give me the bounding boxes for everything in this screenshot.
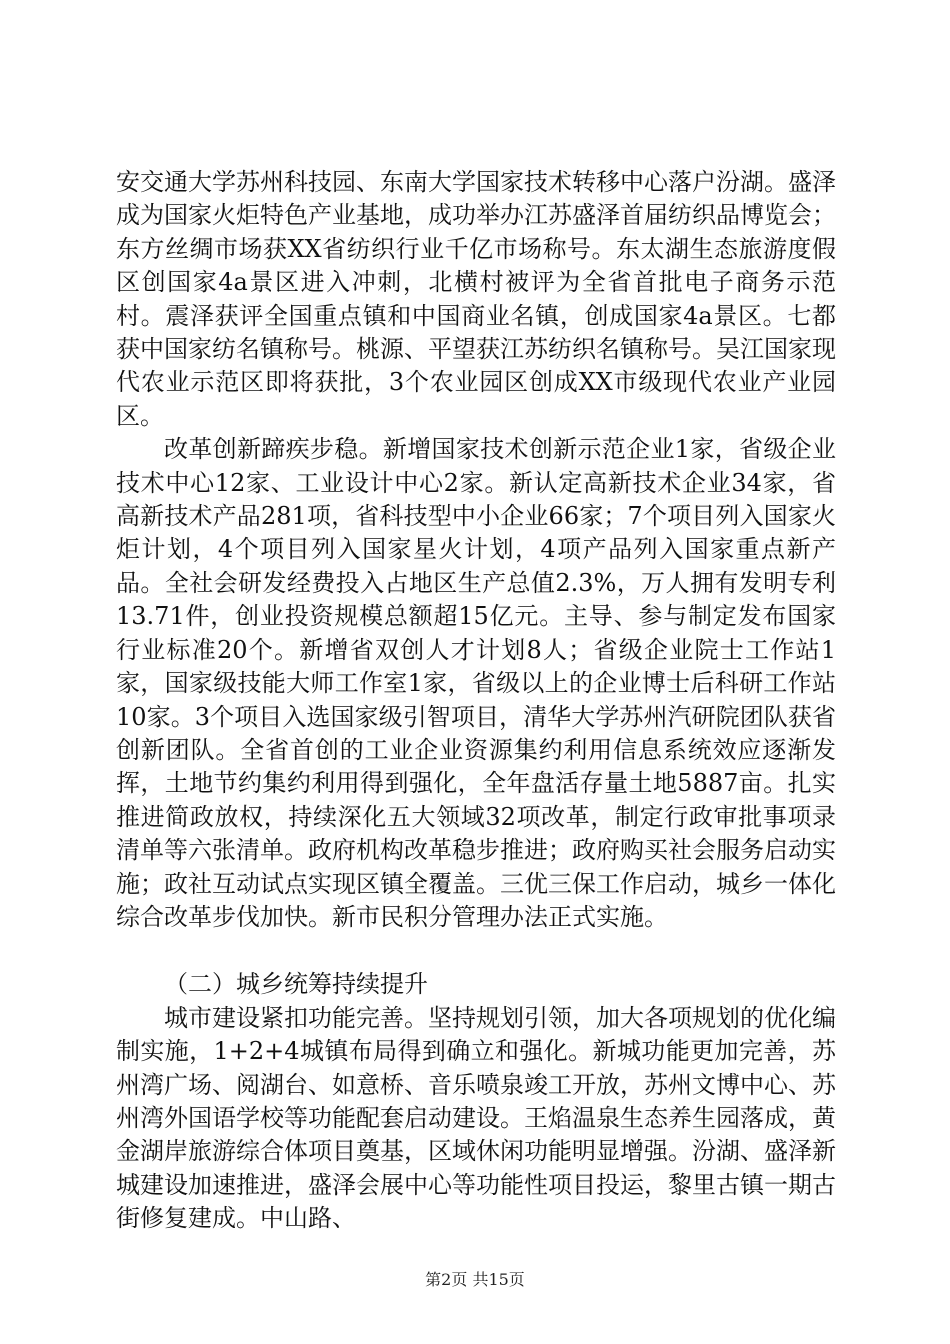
section-gap: [116, 934, 836, 968]
paragraph-continuation: 安交通大学苏州科技园、东南大学国家技术转移中心落户汾湖。盛泽成为国家火炬特色产业基地，成功举办江苏盛泽首届纺织品博览会；东方丝绸市场获XX省纺织行业千亿市场称号。东太湖生态旅游度假区创国家4a景区进入冲刺，北横村被评为全省首批电子商务示范村。震泽获评全国重点镇和中国商业名镇，创成国家4a景区。七都获中国家纺名镇称号。桃源、平望获江苏纺织名镇称号。吴江国家现代农业示范区即将获批，3个农业园区创成XX市级现代农业产业园区。: [116, 168, 836, 430]
paragraph-reform-innovation: 改革创新蹄疾步稳。新增国家技术创新示范企业1家，省级企业技术中心12家、工业设计中心2家。新认定高新技术企业34家，省高新技术产品281项，省科技型中小企业66家；7个项目列入国家火炬计划，4个项目列入国家星火计划，4项产品列入国家重点新产品。全社会研发经费投入占地区生产总值2.3%，万人拥有发明专利13.71件，创业投资规模总额超15亿元。主导、参与制定发布国家行业标准20个。新增省双创人才计划8人；省级企业院士工作站1家，国家级技能大师工作室1家，省级以上的企业博士后科研工作站10家。3个项目入选国家级引智项目，清华大学苏州汽研院团队获省创新团队。全省首创的工业企业资源集约利用信息系统效应逐渐发挥，土地节约集约利用得到强化，全年盘活存量土地5887亩。扎实推进简政放权，持续深化五大领域32项改革，制定行政审批事项录清单等六张清单。政府机构改革稳步推进；政府购买社会服务启动实施；政社互动试点实现区镇全覆盖。三优三保工作启动，城乡一体化综合改革步伐加快。新市民积分管理办法正式实施。: [116, 435, 836, 931]
document-body: [116, 166, 836, 1236]
page-footer: 第2页 共15页: [425, 1270, 525, 1289]
section-heading: （二）城乡统筹持续提升: [164, 970, 428, 999]
paragraph-urban-construction: 城市建设紧扣功能完善。坚持规划引领，加大各项规划的优化编制实施，1+2+4城镇布局得到确立和强化。新城功能更加完善，苏州湾广场、阅湖台、如意桥、音乐喷泉竣工开放，苏州文博中心、苏州湾外国语学校等功能配套启动建设。王焰温泉生态养生园落成，黄金湖岸旅游综合体项目奠基，区域休闲功能明显增强。汾湖、盛泽新城建设加速推进，盛泽会展中心等功能性项目投运，黎里古镇一期古街修复建成。中山路、: [116, 1003, 836, 1233]
